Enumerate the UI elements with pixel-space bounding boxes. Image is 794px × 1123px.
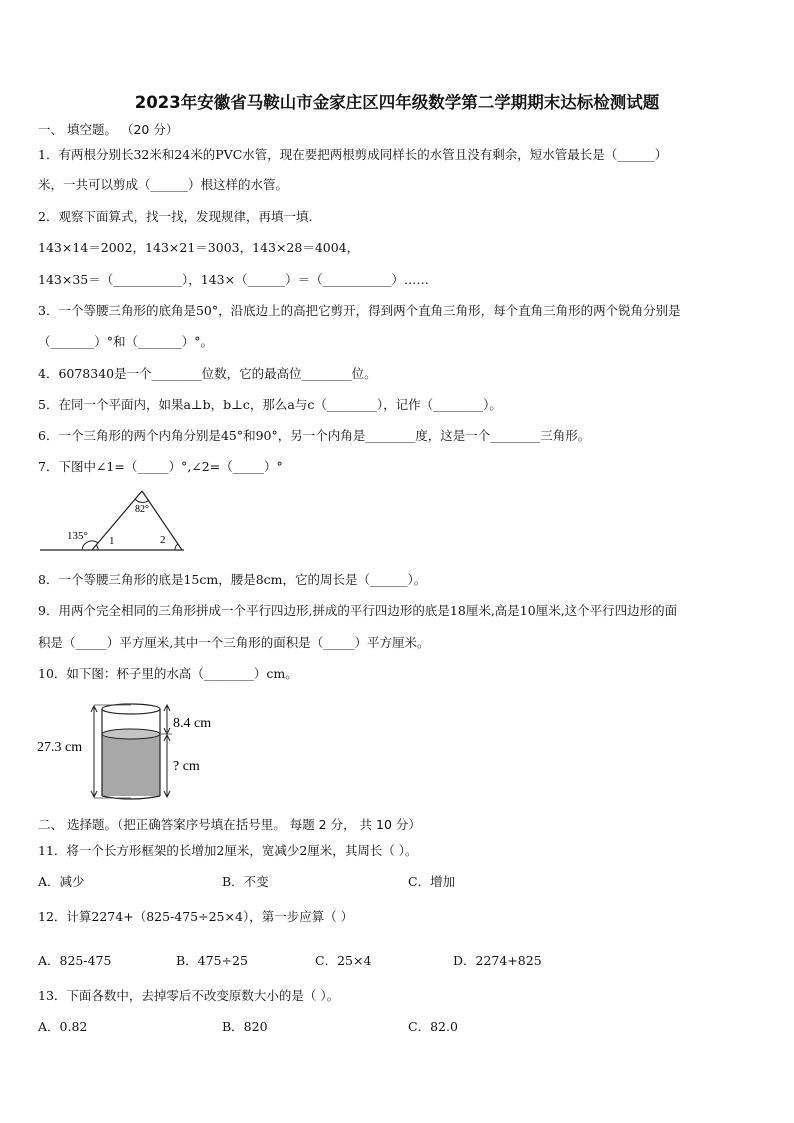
question-9-line-1: 9．用两个完全相同的三角形拼成一个平行四边形,拼成的平行四边形的底是18厘米,高是10厘米,这个平行四边形的面 [38, 603, 678, 618]
question-9-line-2: 积是（_____）平方厘米,其中一个三角形的面积是（_____）平方厘米。 [38, 635, 430, 650]
question-2-line-3: 143×35＝（___________），143×（______）＝（___________）…… [38, 272, 429, 287]
water-surface [102, 729, 160, 739]
question-11: 11．将一个长方形框架的长增加2厘米，宽减少2厘米，其周长（ ）。 [38, 843, 418, 858]
triangle-figure [38, 486, 198, 556]
water-height-label: ? cm [173, 759, 200, 774]
question-13-option-b: B．820 [222, 1019, 268, 1034]
question-11-option-c: C．增加 [408, 874, 456, 889]
angle-1-label: 1 [109, 535, 115, 547]
question-11-option-a: A．减少 [38, 874, 85, 889]
question-11-option-b: B．不变 [222, 874, 269, 889]
question-6: 6．一个三角形的两个内角分别是45°和90°，另一个内角是________度，这是一个________三角形。 [38, 428, 591, 443]
question-13-option-c: C．82.0 [408, 1019, 458, 1034]
question-7: 7．下图中∠1=（_____）°,∠2=（_____）° [38, 459, 283, 474]
question-8: 8．一个等腰三角形的底是15cm，腰是8cm，它的周长是（______）。 [38, 572, 427, 587]
top-gap-label: 8.4 cm [173, 716, 212, 731]
question-4: 4．6078340是一个________位数，它的最高位________位。 [38, 366, 377, 381]
question-3-line-1: 3．一个等腰三角形的底角是50°，沿底边上的高把它剪开，得到两个直角三角形，每个直角三角形的两个锐角分别是 [38, 303, 681, 318]
cup-rim [102, 704, 160, 714]
cup-bottom [102, 796, 160, 799]
question-3-line-2: （_______）°和（_______）°。 [38, 334, 214, 349]
question-12-option-b: B．475÷25 [176, 953, 248, 968]
question-12: 12．计算2274+（825-475÷25×4），第一步应算（ ） [38, 909, 354, 924]
cup-figure [36, 700, 236, 802]
question-13: 13．下面各数中，去掉零后不改变原数大小的是（ ）。 [38, 988, 340, 1003]
angle-2-label: 2 [160, 534, 166, 546]
top-angle-label: 82° [135, 504, 149, 515]
cup-water [102, 734, 160, 796]
question-12-option-d: D．2274+825 [453, 953, 542, 968]
outer-angle-label: 135° [67, 530, 88, 542]
question-2-line-2: 143×14＝2002，143×21＝3003，143×28＝4004， [38, 240, 360, 255]
question-12-option-a: A．825-475 [38, 953, 112, 968]
total-height-label: 27.3 cm [37, 740, 83, 755]
question-13-option-a: A．0.82 [38, 1019, 88, 1034]
question-10: 10．如下图：杯子里的水高（________）cm。 [38, 666, 298, 681]
question-5: 5．在同一个平面内，如果a⊥b，b⊥c，那么a与c（________），记作（________）。 [38, 397, 502, 412]
section-2-heading: 二、 选择题。（把正确答案序号填在括号里。 每题 2 分， 共 10 分） [38, 817, 421, 832]
question-2-line-1: 2．观察下面算式，找一找，发现规律，再填一填. [38, 209, 313, 224]
question-1-line-1: 1．有两根分别长32米和24米的PVC水管，现在要把两根剪成同样长的水管且没有剩余，短水管最长是（______） [38, 147, 668, 162]
angle-1-arc [96, 545, 98, 550]
question-12-option-c: C．25×4 [315, 953, 372, 968]
top-angle-arc [135, 499, 149, 502]
question-1-line-2: 米，一共可以剪成（______）根这样的水管。 [38, 177, 289, 192]
section-1-heading: 一、 填空题。 （20 分） [38, 122, 179, 137]
angle-2-arc [175, 544, 178, 550]
page-title: 2023年安徽省马鞍山市金家庄区四年级数学第二学期期末达标检测试题 [134, 93, 660, 112]
triangle-left-side [92, 491, 142, 550]
